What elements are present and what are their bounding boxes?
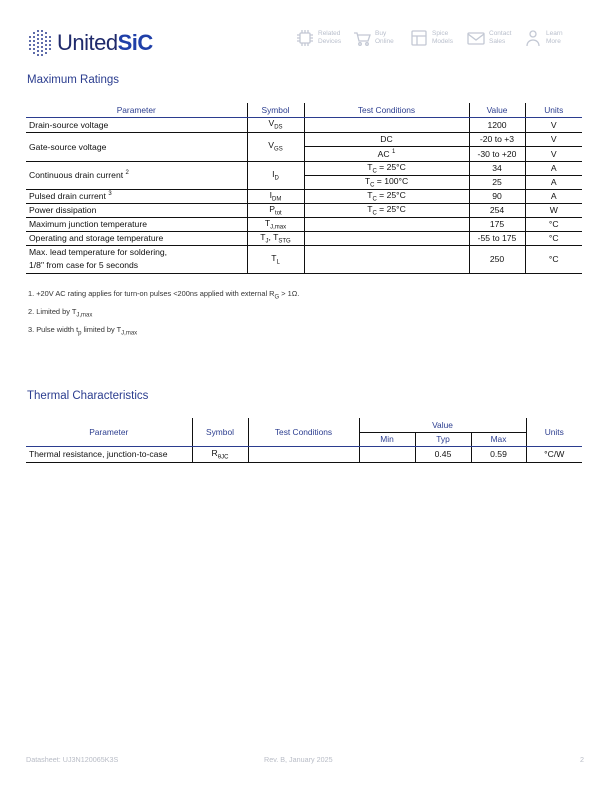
footnote-2 <box>28 305 299 323</box>
typ-cell: 0.45 <box>415 446 471 462</box>
contact-sales-link[interactable] <box>466 28 515 48</box>
footnote-1 <box>28 287 299 305</box>
envelope-icon <box>466 28 486 48</box>
symbol-cell <box>247 217 304 231</box>
units-cell: A <box>525 175 582 189</box>
units-cell: V <box>525 147 582 162</box>
buy-online-link[interactable] <box>352 28 401 48</box>
value-cell: 254 <box>469 203 525 217</box>
symbol-sub: tot <box>275 210 282 217</box>
conditions-cell <box>304 147 469 162</box>
conditions-cell <box>304 203 469 217</box>
col-symbol: Symbol <box>247 103 304 117</box>
footnote-ref: 2 <box>125 170 129 177</box>
col-parameter: Parameter <box>26 418 192 446</box>
footnotes <box>28 287 299 340</box>
cond-text: T <box>367 189 373 200</box>
units-cell: W <box>525 203 582 217</box>
table-row <box>26 161 582 175</box>
footer-datasheet: Datasheet: UJ3N120065K3S <box>26 755 119 764</box>
cart-icon <box>352 28 372 48</box>
logo-name: United <box>57 30 118 55</box>
footnote-sub: J,max <box>121 330 138 336</box>
footnote-sub: J,max <box>76 312 93 319</box>
table-row <box>26 117 582 132</box>
table-row <box>26 189 582 203</box>
value-cell: 25 <box>469 175 525 189</box>
header-links <box>295 28 572 48</box>
col-max: Max <box>471 432 526 446</box>
cond-text: T <box>367 203 373 214</box>
max-cell: 0.59 <box>471 446 526 462</box>
units-cell: A <box>525 189 582 203</box>
symbol-sub: D <box>274 175 279 182</box>
symbol-cell <box>247 132 304 161</box>
value-cell: 34 <box>469 161 525 175</box>
param-cell <box>26 189 247 203</box>
col-parameter: Parameter <box>26 103 247 117</box>
cond-text: = 25°C <box>376 203 406 214</box>
footnote-text: 2. Limited by T <box>28 306 77 316</box>
conditions-cell: DC <box>304 132 469 147</box>
footnote-text: limited by T <box>81 324 122 334</box>
max-ratings-title: Maximum Ratings <box>27 74 120 86</box>
param-text: 1/8" from case for 5 seconds <box>29 260 139 270</box>
table-row <box>26 217 582 231</box>
value-cell: -20 to +3 <box>469 132 525 147</box>
table-row <box>26 245 582 273</box>
value-cell: 1200 <box>469 117 525 132</box>
value-cell: 90 <box>469 189 525 203</box>
footnote-text: > 1Ω. <box>279 289 300 298</box>
param-cell: Power dissipation <box>26 203 247 217</box>
footer-revision: Rev. B, January 2025 <box>264 755 333 764</box>
related-devices-label: Related Devices <box>318 30 342 45</box>
units-cell: °C/W <box>526 446 582 462</box>
symbol-text: V <box>268 140 275 151</box>
conditions-cell <box>304 245 469 273</box>
param-text: Max. lead temperature for soldering, <box>29 247 168 257</box>
param-cell: Maximum junction temperature <box>26 217 247 231</box>
cond-text: AC <box>377 148 390 159</box>
cond-sub: C <box>372 168 377 175</box>
cond-text: T <box>367 161 373 172</box>
symbol-text: T <box>260 231 266 242</box>
logo-accent: SiC <box>117 30 153 55</box>
param-cell: Gate-source voltage <box>26 132 247 161</box>
symbol-text: R <box>211 447 218 458</box>
conditions-cell <box>304 117 469 132</box>
symbol-sub: DM <box>272 196 282 203</box>
symbol-cell <box>247 245 304 273</box>
logo-mark-icon <box>26 27 54 59</box>
col-conditions: Test Conditions <box>304 103 469 117</box>
table-row <box>26 446 582 462</box>
symbol-cell <box>247 231 304 245</box>
chip-icon <box>295 28 315 48</box>
table-header-row <box>26 418 582 432</box>
cond-text: = 25°C <box>376 189 406 200</box>
cond-sub: C <box>370 182 375 189</box>
symbol-sub: L <box>276 259 280 266</box>
param-cell <box>26 161 247 189</box>
symbol-text: P <box>269 203 276 214</box>
table-row <box>26 132 582 147</box>
spice-models-link[interactable] <box>409 28 458 48</box>
symbol-text: V <box>268 118 275 129</box>
param-text: Pulsed drain current <box>29 191 106 201</box>
cond-sub: C <box>372 196 377 203</box>
footnote-text: 3. Pulse width t <box>28 324 79 334</box>
symbol-text: T <box>271 252 277 263</box>
unitedsic-logo[interactable] <box>26 26 153 60</box>
symbol-text: T <box>264 217 271 228</box>
symbol-sub: J <box>265 238 269 245</box>
symbol-cell <box>192 446 248 462</box>
conditions-cell <box>304 161 469 175</box>
value-cell: 250 <box>469 245 525 273</box>
col-typ: Typ <box>415 432 471 446</box>
param-text: Continuous drain current <box>29 170 124 180</box>
units-cell: V <box>525 132 582 147</box>
max-ratings-table <box>26 103 582 274</box>
param-cell <box>26 245 247 273</box>
value-cell: -30 to +20 <box>469 147 525 162</box>
symbol-sub: J,max <box>270 224 287 231</box>
col-symbol: Symbol <box>192 418 248 446</box>
learn-more-link[interactable] <box>523 28 572 48</box>
person-icon <box>523 28 543 48</box>
units-cell: °C <box>525 245 582 273</box>
thermal-title: Thermal Characteristics <box>27 390 149 402</box>
conditions-cell <box>248 446 359 462</box>
min-cell <box>359 446 415 462</box>
table-row <box>26 203 582 217</box>
thermal-table <box>26 418 582 463</box>
footnote-sub: G <box>274 294 280 301</box>
conditions-cell <box>304 175 469 189</box>
footer-page-number: 2 <box>580 755 584 764</box>
col-min: Min <box>359 432 415 446</box>
cond-sub: C <box>372 210 377 217</box>
footnote-ref: 3 <box>108 191 112 198</box>
conditions-cell <box>304 231 469 245</box>
value-cell: -55 to 175 <box>469 231 525 245</box>
param-cell: Thermal resistance, junction-to-case <box>26 446 192 462</box>
symbol-cell <box>247 161 304 189</box>
units-cell: A <box>525 161 582 175</box>
units-cell: V <box>525 117 582 132</box>
units-cell: °C <box>525 231 582 245</box>
symbol-cell <box>247 189 304 203</box>
units-cell: °C <box>525 217 582 231</box>
cond-text: T <box>364 175 371 186</box>
footnote-3 <box>28 323 299 341</box>
cond-text: = 25°C <box>376 161 406 172</box>
col-units: Units <box>525 103 582 117</box>
symbol-sub: DS <box>274 124 283 131</box>
footnote-text: 1. +20V AC rating applies for turn-on pulses <200ns applied with external R <box>28 289 275 298</box>
col-units: Units <box>526 418 582 446</box>
symbol-sub: STG <box>278 238 291 245</box>
symbol-text: I <box>269 189 273 200</box>
spice-models-label: Spice Models <box>432 30 453 45</box>
footnote-ref: 1 <box>392 148 396 155</box>
page-header <box>26 26 586 60</box>
col-value: Value <box>469 103 525 117</box>
logo-text <box>57 30 153 56</box>
contact-sales-label: Contact Sales <box>489 30 512 45</box>
symbol-text: I <box>272 168 275 179</box>
buy-online-label: Buy Online <box>375 30 394 45</box>
symbol-sub: GS <box>274 146 283 153</box>
symbol-cell <box>247 117 304 132</box>
param-cell: Operating and storage temperature <box>26 231 247 245</box>
footnote-sub: p <box>78 330 82 336</box>
symbol-text: , T <box>268 231 279 242</box>
col-value: Value <box>359 418 526 432</box>
table-header-row <box>26 103 582 117</box>
learn-more-label: Learn More <box>546 30 563 45</box>
related-devices-link[interactable] <box>295 28 344 48</box>
conditions-cell <box>304 189 469 203</box>
value-cell: 175 <box>469 217 525 231</box>
param-cell: Drain-source voltage <box>26 117 247 132</box>
cond-text: = 100°C <box>374 175 409 186</box>
col-conditions: Test Conditions <box>248 418 359 446</box>
conditions-cell <box>304 217 469 231</box>
symbol-cell <box>247 203 304 217</box>
box-icon <box>409 28 429 48</box>
table-row <box>26 231 582 245</box>
symbol-sub: θJC <box>217 454 229 461</box>
